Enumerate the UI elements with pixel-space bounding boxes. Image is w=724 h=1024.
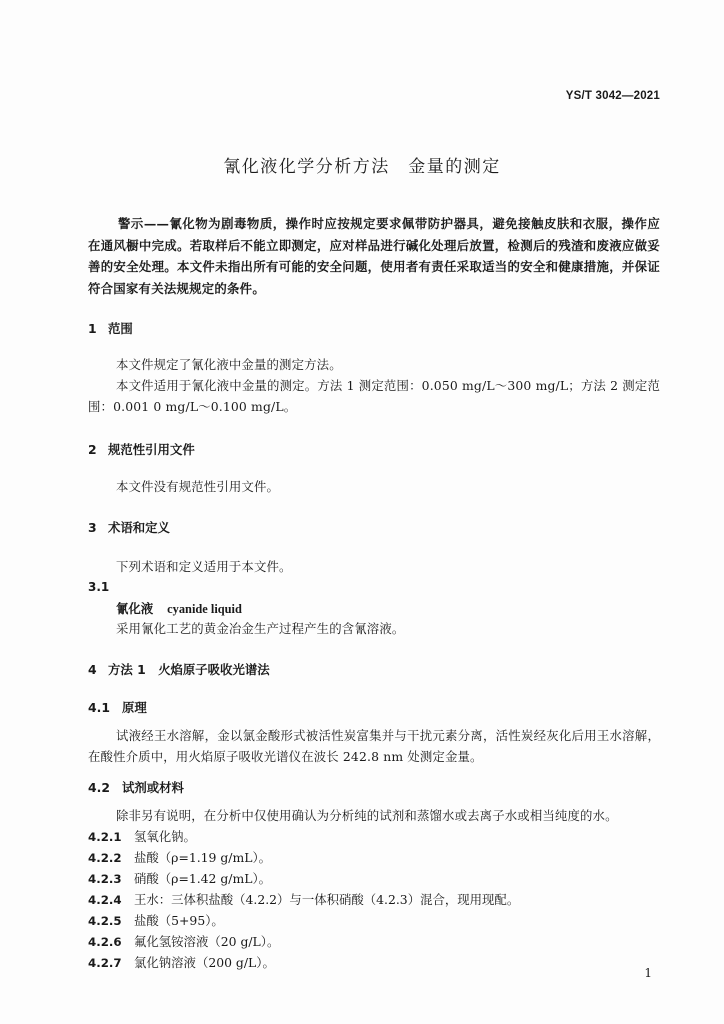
reagent-text: 盐酸（ρ=1.19 g/mL）。	[134, 850, 272, 865]
reagent-number: 4.2.7	[88, 956, 122, 970]
normative-paragraph: 本文件没有规范性引用文件。	[116, 479, 280, 494]
section-heading-normative	[88, 440, 195, 458]
reagent-number: 4.2.6	[88, 935, 122, 949]
reagent-item	[88, 953, 275, 971]
reagent-item	[88, 932, 279, 950]
page-number: 1	[644, 966, 652, 980]
subsection-title: 试剂或材料	[122, 780, 184, 795]
section-heading-terms	[88, 518, 170, 536]
section-title: 术语和定义	[108, 520, 170, 535]
section-number: 2	[88, 442, 97, 457]
term-english: cyanide liquid	[167, 602, 242, 616]
scope-paragraph-2: 本文件适用于氰化液中金量的测定。方法 1 测定范围：0.050 mg/L～300 mg/L；方法 2 测定范围：0.001 0 mg/L～0.100 mg/L。	[88, 378, 660, 414]
section-heading-scope	[88, 319, 133, 337]
reagent-text: 盐酸（5+95）。	[134, 913, 224, 928]
reagent-number: 4.2.5	[88, 914, 122, 928]
scope-paragraph-1: 本文件规定了氰化液中金量的测定方法。	[116, 357, 342, 372]
reagent-number: 4.2.4	[88, 893, 122, 907]
principle-paragraph: 试液经王水溶解，金以氯金酸形式被活性炭富集并与干扰元素分离，活性炭经灰化后用王水溶解，在酸性介质中，用火焰原子吸收光谱仪在波长 242.8 nm 处测定金量。	[88, 728, 660, 764]
term-chinese: 氰化液	[116, 601, 154, 616]
reagent-text: 王水：三体积盐酸（4.2.2）与一体积硝酸（4.2.3）混合，现用现配。	[134, 892, 520, 907]
term-definition: 采用氰化工艺的黄金冶金生产过程产生的含氰溶液。	[116, 621, 405, 636]
standard-code: YS/T 3042—2021	[565, 90, 660, 102]
section-number: 3	[88, 520, 97, 535]
section-title: 方法 1 火焰原子吸收光谱法	[108, 662, 270, 677]
reagent-number: 4.2.1	[88, 830, 122, 844]
reagent-item	[88, 890, 519, 908]
reagent-item	[88, 911, 224, 929]
section-number: 4	[88, 662, 97, 677]
reagent-item	[88, 848, 271, 866]
reagents-paragraph: 除非另有说明，在分析中仅使用确认为分析纯的试剂和蒸馏水或去离子水或相当纯度的水。	[116, 808, 618, 823]
terms-paragraph: 下列术语和定义适用于本文件。	[116, 559, 292, 574]
section-number: 1	[88, 321, 97, 336]
reagent-number: 4.2.2	[88, 851, 122, 865]
subsection-title: 原理	[122, 700, 147, 715]
subsection-number: 4.2	[88, 780, 110, 795]
reagent-text: 氟化氢铵溶液（20 g/L）。	[134, 934, 280, 949]
reagent-number: 4.2.3	[88, 872, 122, 886]
warning-paragraph: 警示——氰化物为剧毒物质，操作时应按规定要求佩带防护器具，避免接触皮肤和衣服，操作应在通风橱中完成。若取样后不能立即测定，应对样品进行碱化处理后放置，检测后的残渣和废液应做妥善的安全处理。本文件未指出所有可能的安全问题，使用者有责任采取适当的安全和健康措施，并保证符合国家有关法规规定的条件。	[88, 216, 660, 296]
subsection-heading-reagents	[88, 778, 184, 796]
term-entry	[116, 599, 242, 617]
section-title: 范围	[108, 321, 133, 336]
subsection-number: 4.1	[88, 700, 110, 715]
reagent-text: 氯化钠溶液（200 g/L）。	[134, 955, 275, 970]
term-number: 3.1	[88, 580, 110, 594]
reagent-item	[88, 869, 271, 887]
section-heading-method1	[88, 660, 270, 678]
subsection-heading-principle	[88, 698, 147, 716]
reagent-text: 硝酸（ρ=1.42 g/mL）。	[134, 871, 272, 886]
reagent-item	[88, 827, 196, 845]
document-title: 氰化液化学分析方法 金量的测定	[223, 157, 501, 177]
section-title: 规范性引用文件	[108, 442, 195, 457]
reagent-text: 氢氧化钠。	[134, 829, 196, 844]
